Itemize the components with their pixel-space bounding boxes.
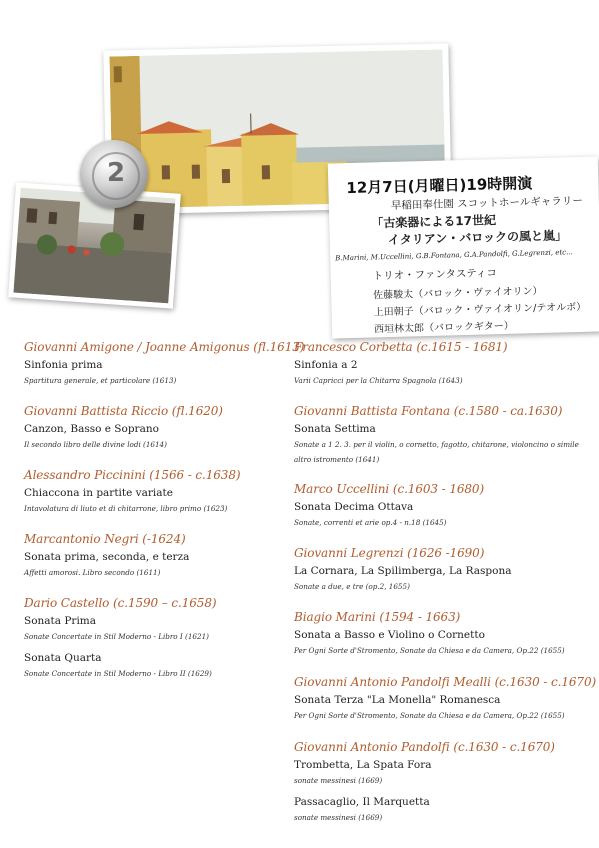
piece-title: Sonata a Basso e Violino o Cornetto	[294, 629, 485, 641]
program-entry	[24, 468, 240, 513]
coin-value: 2	[107, 158, 126, 188]
program-entry	[24, 532, 189, 577]
piece-source: Sonate a due, e tre (op.2, 1655)	[294, 582, 410, 591]
piece-title: Sinfonia prima	[24, 359, 103, 371]
piece-title: Sonata Terza "La Monella" Romanesca	[294, 694, 501, 706]
composer-name: Giovanni Battista Fontana (c.1580 - ca.1630)	[294, 404, 563, 418]
composer-name: Marco Uccellini (c.1603 - 1680)	[294, 482, 485, 496]
program-entry	[294, 546, 511, 591]
performer-1: 佐藤駿太（バロック・ヴァイオリン）	[373, 285, 543, 302]
piece-source: Spartitura generale, et particolare (1613)	[24, 376, 177, 385]
performer-3: 西垣林太郎（バロックギター）	[373, 320, 514, 336]
program-entry	[294, 482, 484, 527]
concert-title-line-1: 「古楽器による17世紀	[371, 213, 497, 231]
composer-name: Giovanni Legrenzi (1626 -1690)	[294, 546, 485, 560]
piece-title: Sonata Prima	[24, 615, 97, 627]
performer-2: 上田朝子（バロック・ヴァイオリン/テオルボ）	[373, 301, 587, 319]
piece-title: La Cornara, La Spilimberga, La Raspona	[294, 565, 512, 577]
stone-village-illustration	[14, 188, 176, 304]
concert-info-card	[328, 156, 599, 338]
piece-title: Sinfonia a 2	[294, 359, 358, 371]
piece-source: Sonate Concertate in Stil Moderno - Libro I (1621)	[24, 632, 209, 641]
piece-title: Sonata Decima Ottava	[294, 501, 414, 513]
concert-venue: 早稲田奉仕園 スコットホールギャラリー	[390, 194, 583, 212]
piece-source: sonate messinesi (1669)	[294, 813, 383, 822]
composer-name: Giovanni Antonio Pandolfi (c.1630 - c.1670)	[294, 740, 555, 754]
euro-coin-image	[80, 140, 148, 208]
concert-date-time: 12月7日(月曜日)19時開演	[346, 174, 533, 198]
program-entry	[294, 610, 565, 655]
concert-title-line-2: イタリアン・バロックの風と嵐」	[387, 228, 568, 248]
piece-source: Per Ogni Sorte d'Stromento, Sonate da Chiesa e da Camera, Op.22 (1655)	[294, 711, 565, 720]
ensemble-name: トリオ・ファンタスティコ	[372, 267, 498, 283]
program-entry	[24, 340, 304, 385]
program-entry	[294, 404, 594, 467]
piece-source: Intavolatura di liuto et di chitarrone, libro primo (1623)	[24, 504, 228, 513]
piece-source: Il secondo libro delle divine lodi (1614)	[24, 440, 167, 449]
composer-name: Giovanni Antonio Pandolfi Mealli (c.1630 - c.1670)	[294, 675, 597, 689]
composer-name: Dario Castello (c.1590 – c.1658)	[24, 596, 217, 610]
piece-source: Per Ogni Sorte d'Stromento, Sonate da Chiesa e da Camera, Op.22 (1655)	[294, 646, 565, 655]
piece-source: Affetti amorosi. Libro secondo (1611)	[24, 568, 161, 577]
composer-name: Biagio Marini (1594 - 1663)	[294, 610, 461, 624]
program-entry	[294, 740, 555, 822]
piece-title: Passacaglio, Il Marquetta	[294, 796, 430, 808]
composer-name: Alessandro Piccinini (1566 - c.1638)	[24, 468, 241, 482]
piece-source: Sonate Concertate in Stil Moderno - Libro II (1629)	[24, 669, 212, 678]
piece-source: Sonate, correnti et arie op.4 - n.18 (1645)	[294, 518, 447, 527]
composer-name: Giovanni Amigone / Joanne Amigonus (fl.1613)	[24, 340, 305, 354]
composer-name: Marcantonio Negri (-1624)	[24, 532, 186, 546]
piece-title: Trombetta, La Spata Fora	[294, 759, 432, 771]
composer-name: Francesco Corbetta (c.1615 - 1681)	[294, 340, 508, 354]
piece-title: Sonata Settima	[294, 423, 376, 435]
piece-source: Sonate a 1 2. 3. per il violin, o cornetto, fagotto, chitarone, violoncino o simile altro istromento (1641)	[294, 440, 579, 464]
composer-name: Giovanni Battista Riccio (fl.1620)	[24, 404, 223, 418]
piece-title: Chiaccona in partite variate	[24, 487, 173, 499]
piece-source: Varii Capricci per la Chitarra Spagnola (1643)	[294, 376, 463, 385]
program-entry	[24, 404, 223, 449]
program-entry	[24, 596, 216, 678]
piece-title: Canzon, Basso e Soprano	[24, 423, 159, 435]
program-entry	[294, 340, 508, 385]
piece-title: Sonata prima, seconda, e terza	[24, 551, 190, 563]
featured-composers: B.Marini, M.Uccellini, G.B.Fontana, G.A.Pandolfi, G.Legrenzi, etc...	[335, 248, 573, 263]
program-entry	[294, 675, 596, 720]
piece-title: Sonata Quarta	[24, 652, 102, 664]
piece-source: sonate messinesi (1669)	[294, 776, 383, 785]
